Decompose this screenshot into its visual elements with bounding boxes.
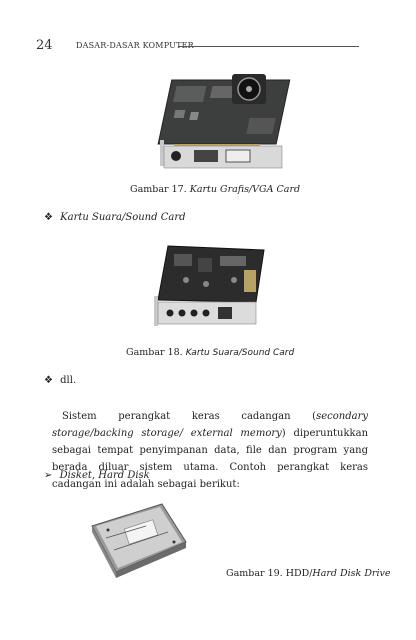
figure-17-title: Kartu Grafis/VGA Card bbox=[189, 184, 301, 195]
bullet-sound-card-text: Kartu Suara/Sound Card bbox=[60, 212, 186, 223]
bullet-disket bbox=[44, 470, 150, 481]
diamond-bullet-icon: ❖ bbox=[44, 375, 53, 386]
bullet-disket-text: Disket, Hard Disk bbox=[59, 470, 150, 481]
sound-card-image bbox=[146, 240, 268, 340]
figure-17-caption bbox=[130, 184, 300, 195]
hard-disk-image bbox=[86, 500, 190, 582]
paragraph-term: secondary storage/backing storage/ external memory bbox=[52, 411, 368, 439]
bullet-sound-card bbox=[44, 212, 186, 223]
header-rule bbox=[178, 46, 359, 47]
figure-19-caption bbox=[226, 568, 391, 579]
paragraph-lead: Sistem perangkat keras cadangan ( bbox=[62, 411, 317, 422]
bullet-dll bbox=[44, 375, 76, 386]
vga-card-image bbox=[150, 60, 298, 170]
running-title: DASAR-DASAR KOMPUTER bbox=[76, 41, 194, 50]
figure-19-title: Hard Disk Drive bbox=[312, 568, 391, 579]
figure-18-caption bbox=[126, 347, 294, 358]
figure-18-title: Kartu Suara/Sound Card bbox=[185, 348, 295, 358]
figure-19-prefix: Gambar 19. HDD/ bbox=[226, 568, 313, 579]
paragraph-rest: ) diperuntukkan sebagai tempat penyimpanan data, file dan program yang berada diluar sistem utama. Contoh perangkat keras cadangan ini adalah sebagai berikut: bbox=[52, 428, 369, 490]
figure-17-prefix: Gambar 17. bbox=[130, 184, 187, 195]
arrow-bullet-icon: ➢ bbox=[44, 470, 53, 481]
diamond-bullet-icon: ❖ bbox=[44, 212, 53, 223]
figure-18-prefix: Gambar 18. bbox=[126, 347, 183, 358]
bullet-dll-text: dll. bbox=[60, 375, 77, 386]
page-number: 24 bbox=[36, 38, 53, 53]
